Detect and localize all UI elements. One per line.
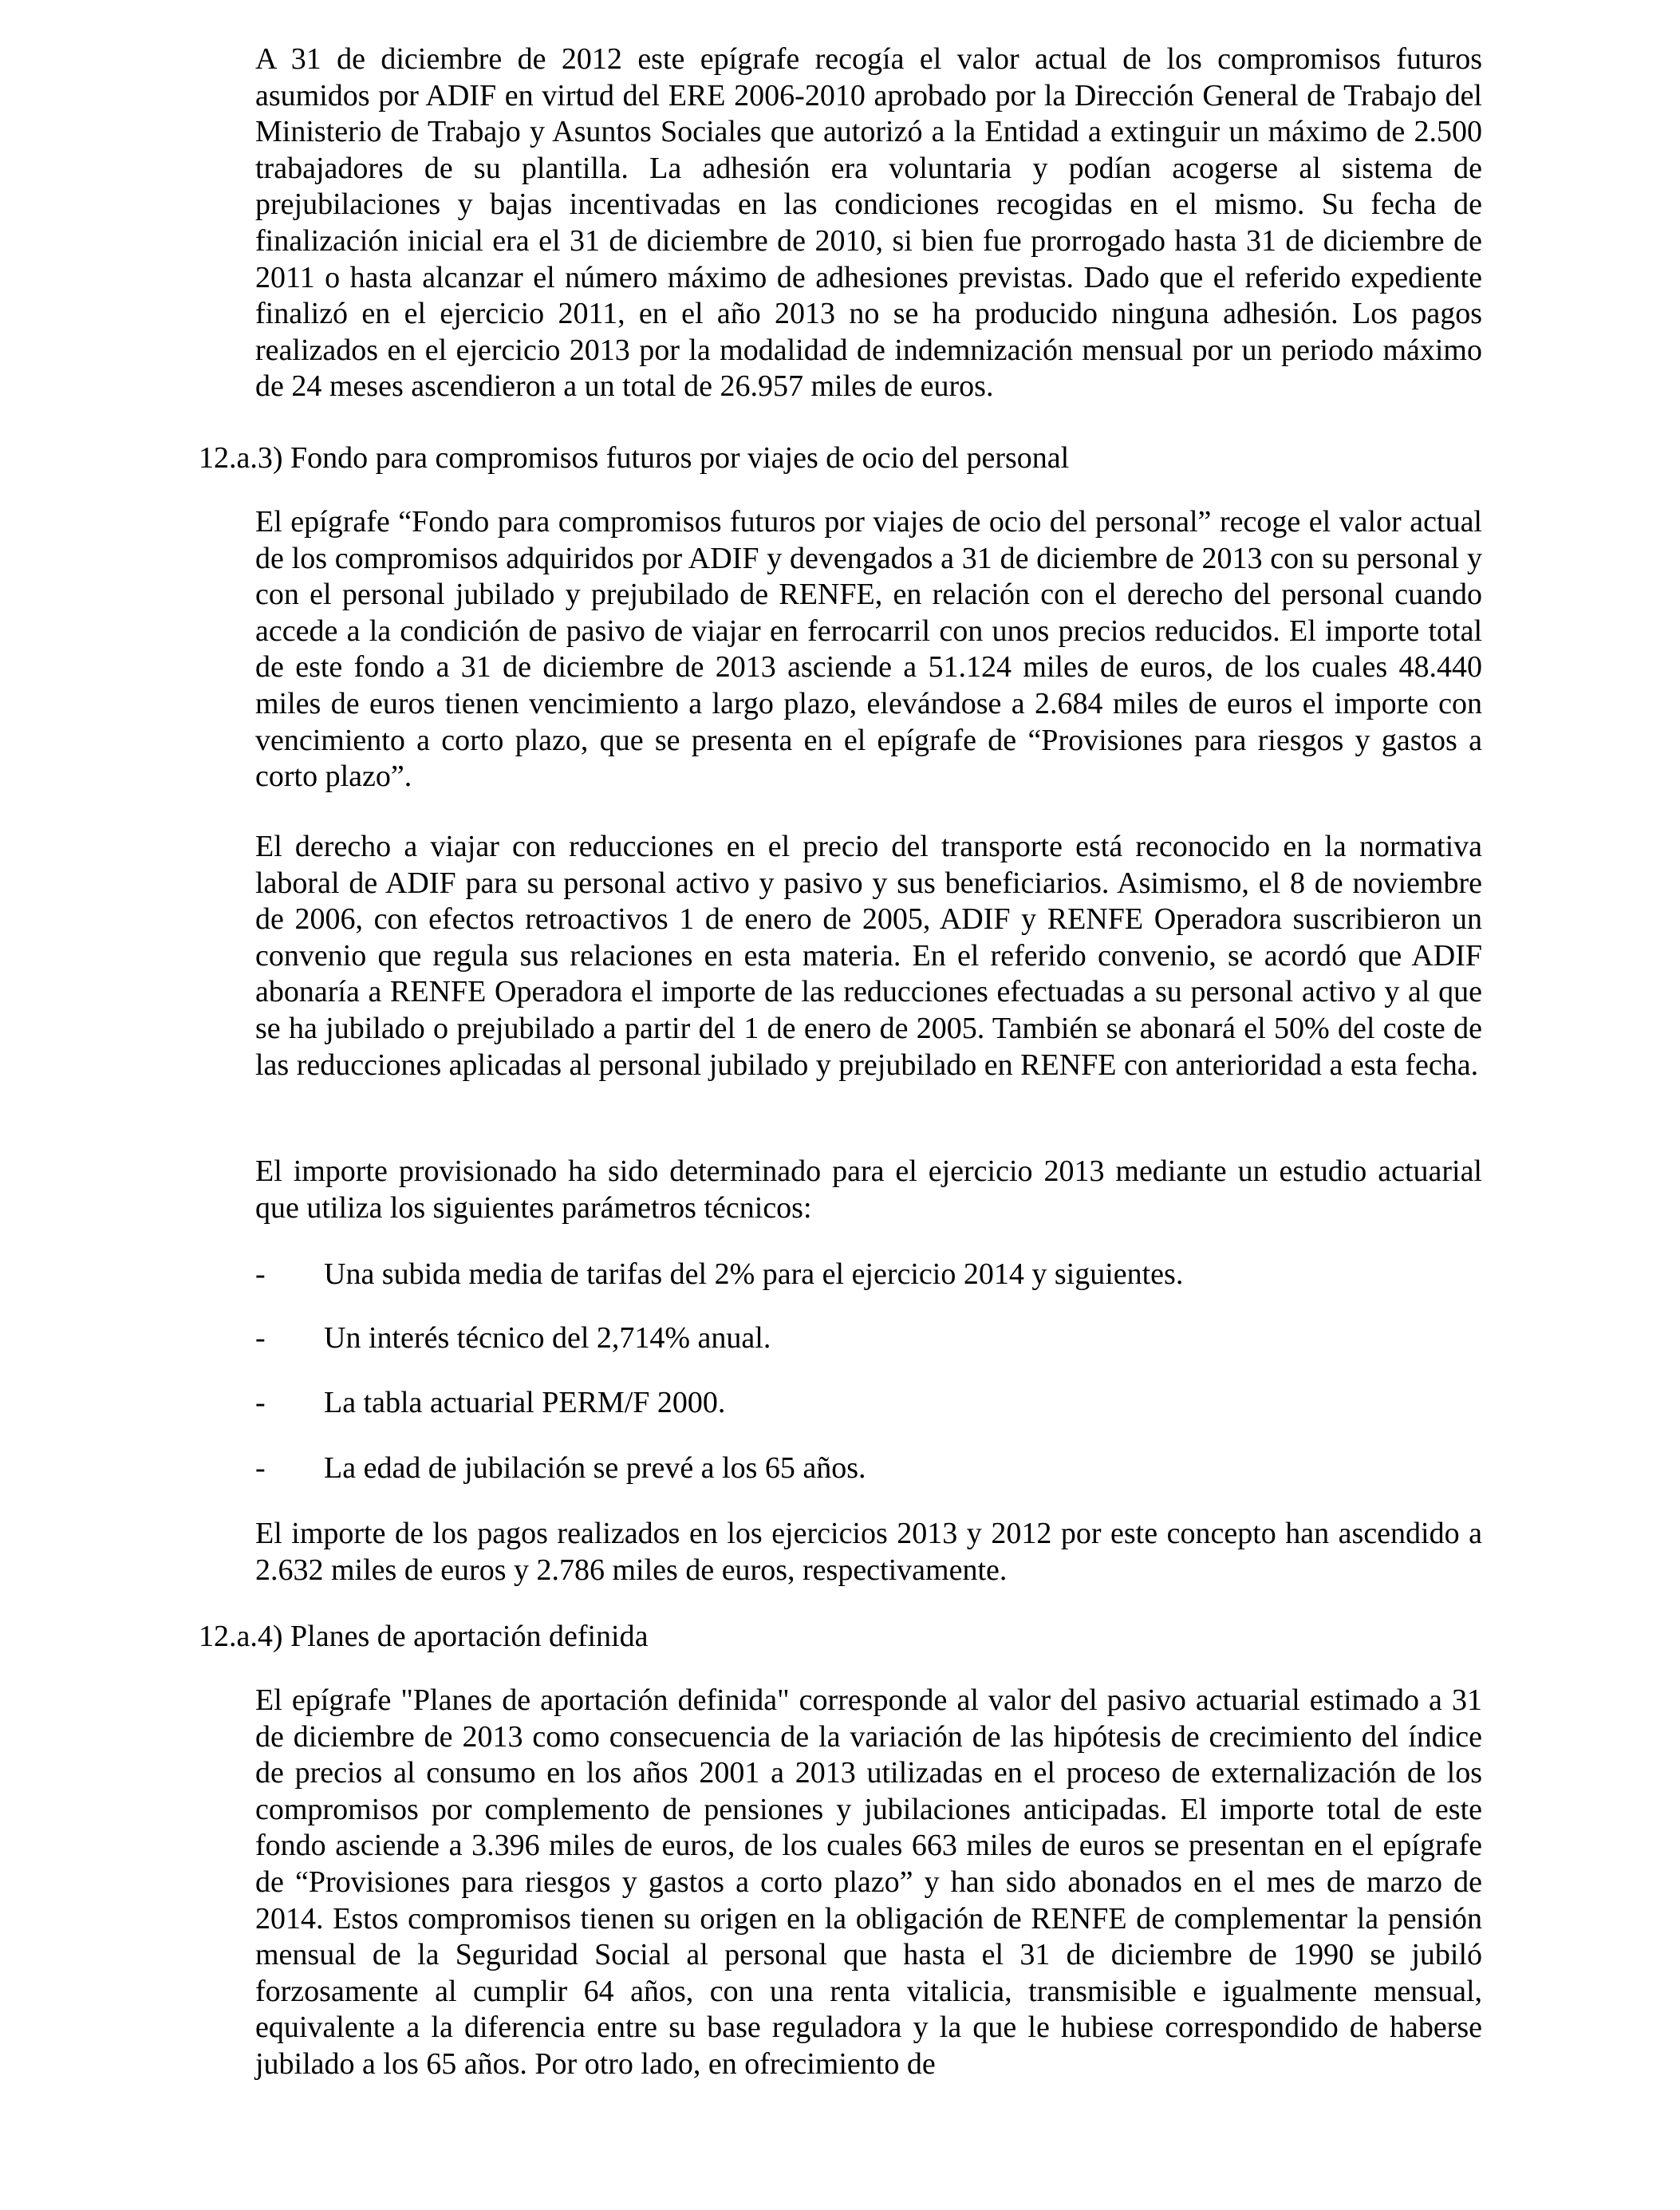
list-item-text: Un interés técnico del 2,714% anual. [324, 1321, 771, 1355]
paragraph-leisure-travel-fund: El epígrafe “Fondo para compromisos futuros por viajes de ocio del personal” recoge el valor actual de los compromisos adquiridos por ADIF y devengados a 31 de diciembre de 2013 con su personal y con el personal jubilado y prejubilado de RENFE, en relación con el derecho del personal cuando accede a la condición de pasivo de viajar en ferrocarril con unos precios reducidos. El importe total de este fondo a 31 de diciembre de 2013 asciende a 51.124 miles de euros, de los cuales 48.440 miles de euros tienen vencimiento a largo plazo, elevándose a 2.684 miles de euros el importe con vencimiento a corto plazo, que se presenta en el epígrafe de “Provisiones para riesgos y gastos a corto plazo”. [255, 505, 1482, 794]
bullet-dash: - [255, 1386, 266, 1419]
list-item-text: Una subida media de tarifas del 2% para el ejercicio 2014 y siguientes. [324, 1257, 1184, 1291]
bullet-dash: - [255, 1321, 266, 1355]
list-item-text: La edad de jubilación se prevé a los 65 años. [324, 1451, 866, 1485]
list-item-text: La tabla actuarial PERM/F 2000. [324, 1386, 726, 1419]
paragraph-defined-contribution: El epígrafe "Planes de aportación definida" corresponde al valor del pasivo actuarial estimado a 31 de diciembre de 2013 como consecuencia de la variación de las hipótesis de crecimiento del índice de precios al consumo en los años 2001 a 2013 utilizadas en el proceso de externalización de los compromisos por complemento de pensiones y jubilaciones anticipadas. El importe total de este fondo asciende a 3.396 miles de euros, de los cuales 663 miles de euros se presentan en el epígrafe de “Provisiones para riesgos y gastos a corto plazo” y han sido abonados en el mes de marzo de 2014. Estos compromisos tienen su origen en la obligación de RENFE de complementar la pensión mensual de la Seguridad Social al personal que hasta el 31 de diciembre de 1990 se jubiló forzosamente al cumplir 64 años, con una renta vitalicia, transmisible e igualmente mensual, equivalente a la diferencia entre su base reguladora y la que le hubiese correspondido de haberse jubilado a los 65 años. Por otro lado, en ofrecimiento de [255, 1683, 1482, 2081]
paragraph-payments-made: El importe de los pagos realizados en los ejercicios 2013 y 2012 por este concepto han ascendido a 2.632 miles de euros y 2.786 miles de euros, respectivamente. [255, 1517, 1482, 1587]
section-heading-12a3: 12.a.3) Fondo para compromisos futuros por viajes de ocio del personal [199, 441, 1070, 475]
bullet-dash: - [255, 1257, 266, 1291]
paragraph-travel-reductions-right: El derecho a viajar con reducciones en el precio del transporte está reconocido en la normativa laboral de ADIF para su personal activo y pasivo y sus beneficiarios. Asimismo, el 8 de noviembre de 2006, con efectos retroactivos 1 de enero de 2005, ADIF y RENFE Operadora suscribieron un convenio que regula sus relaciones en esta materia. En el referido convenio, se acordó que ADIF abonaría a RENFE Operadora el importe de las reducciones efectuadas a su personal activo y al que se ha jubilado o prejubilado a partir del 1 de enero de 2005. También se abonará el 50% del coste de las reducciones aplicadas al personal jubilado y prejubilado en RENFE con anterioridad a esta fecha. [255, 830, 1482, 1082]
paragraph-ere-commitments: A 31 de diciembre de 2012 este epígrafe recogía el valor actual de los compromisos futuros asumidos por ADIF en virtud del ERE 2006-2010 aprobado por la Dirección General de Trabajo del Ministerio de Trabajo y Asuntos Sociales que autorizó a la Entidad a extinguir un máximo de 2.500 trabajadores de su plantilla. La adhesión era voluntaria y podían acogerse al sistema de prejubilaciones y bajas incentivadas en las condiciones recogidas en el mismo. Su fecha de finalización inicial era el 31 de diciembre de 2010, si bien fue prorrogado hasta 31 de diciembre de 2011 o hasta alcanzar el número máximo de adhesiones previstas. Dado que el referido expediente finalizó en el ejercicio 2011, en el año 2013 no se ha producido ninguna adhesión. Los pagos realizados en el ejercicio 2013 por la modalidad de indemnización mensual por un periodo máximo de 24 meses ascendieron a un total de 26.957 miles de euros. [255, 42, 1482, 404]
section-heading-12a4: 12.a.4) Planes de aportación definida [199, 1620, 649, 1653]
paragraph-actuarial-study: El importe provisionado ha sido determinado para el ejercicio 2013 mediante un estudio actuarial que utiliza los siguientes parámetros técnicos: [255, 1154, 1482, 1225]
bullet-dash: - [255, 1451, 266, 1485]
